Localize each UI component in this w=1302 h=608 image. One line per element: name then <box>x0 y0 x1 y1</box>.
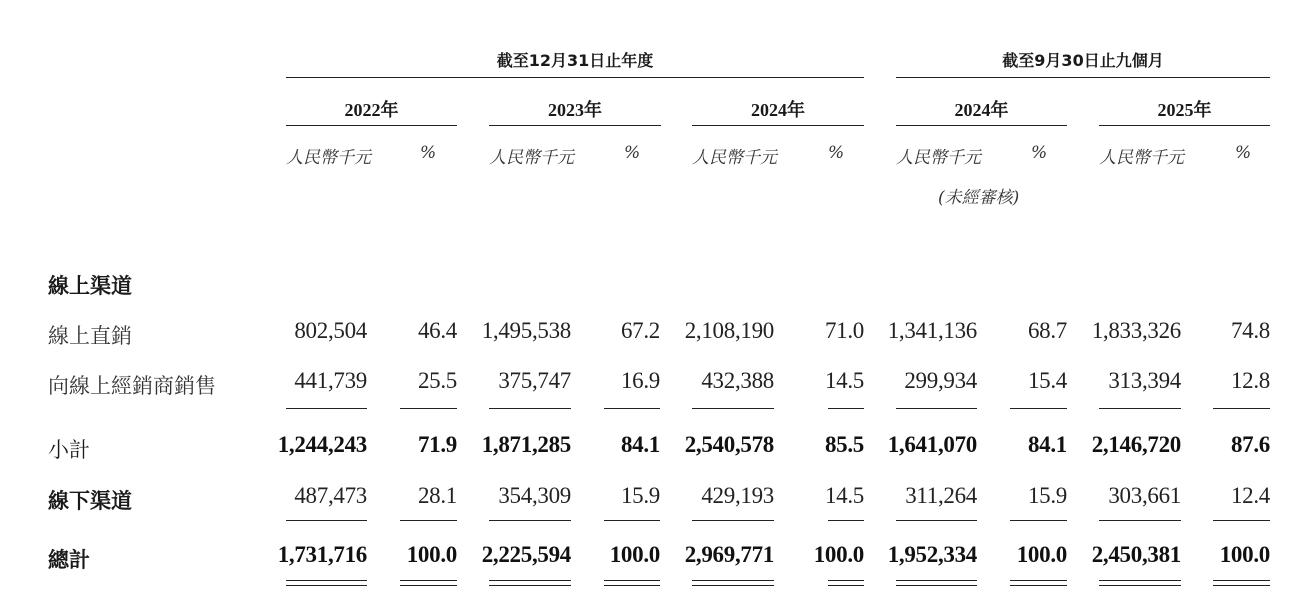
cell-total-col10: 100.0 <box>1219 542 1270 567</box>
group-header-nine-months: 截至9月30日止九個月 <box>1002 51 1164 70</box>
unit-amount-header: 人民幣千元 <box>896 148 981 168</box>
offline-rule <box>604 520 660 521</box>
offline-rule <box>400 520 457 521</box>
year-header-2022: 2022年 <box>344 100 399 120</box>
total-double-rule <box>1213 585 1270 586</box>
year-header-rule <box>489 125 661 126</box>
total-double-rule <box>1213 580 1270 581</box>
cell-online-direct-col6: 71.0 <box>824 318 864 343</box>
row-label-online-direct: 線上直銷 <box>48 324 132 348</box>
subtotal-rule <box>692 408 774 409</box>
total-double-rule <box>1099 580 1181 581</box>
total-double-rule <box>896 580 977 581</box>
total-double-rule <box>604 585 660 586</box>
unit-amount-header: 人民幣千元 <box>286 148 371 168</box>
offline-rule <box>692 520 774 521</box>
cell-offline-channel-col6: 14.5 <box>824 483 864 508</box>
cell-subtotal-col9: 2,146,720 <box>1091 432 1181 457</box>
year-header-2024-9m: 2024年 <box>954 100 1009 120</box>
year-header-rule <box>1099 125 1270 126</box>
unit-pct-header: % <box>1235 143 1252 163</box>
cell-total-col1: 1,731,716 <box>277 542 367 567</box>
total-double-rule <box>286 580 367 581</box>
cell-online-distributors-col10: 12.8 <box>1230 368 1270 393</box>
subtotal-rule <box>286 408 367 409</box>
cell-online-distributors-col1: 441,739 <box>294 368 367 393</box>
cell-total-col2: 100.0 <box>406 542 457 567</box>
cell-online-direct-col3: 1,495,538 <box>481 318 571 343</box>
total-double-rule <box>604 580 660 581</box>
row-label-online-distributors: 向線上經銷商銷售 <box>48 374 216 398</box>
cell-online-distributors-col2: 25.5 <box>417 368 457 393</box>
cell-offline-channel-col9: 303,661 <box>1108 483 1181 508</box>
cell-online-direct-col1: 802,504 <box>294 318 367 343</box>
cell-subtotal-col4: 84.1 <box>620 432 660 457</box>
total-double-rule <box>828 580 864 581</box>
cell-subtotal-col10: 87.6 <box>1230 432 1270 457</box>
subtotal-rule <box>400 408 457 409</box>
cell-online-direct-col9: 1,833,326 <box>1091 318 1181 343</box>
total-double-rule <box>489 580 571 581</box>
subtotal-rule <box>1213 408 1270 409</box>
total-double-rule <box>1010 580 1067 581</box>
total-double-rule <box>692 580 774 581</box>
total-double-rule <box>286 585 367 586</box>
cell-online-distributors-col3: 375,747 <box>498 368 571 393</box>
cell-offline-channel-col7: 311,264 <box>905 483 977 508</box>
cell-online-distributors-col8: 15.4 <box>1027 368 1067 393</box>
subtotal-rule <box>604 408 660 409</box>
cell-online-direct-col2: 46.4 <box>417 318 457 343</box>
cell-offline-channel-col3: 354,309 <box>498 483 571 508</box>
year-header-rule <box>896 125 1067 126</box>
section-online-channel: 線上渠道 <box>48 274 132 298</box>
unit-pct-header: % <box>420 143 437 163</box>
total-double-rule <box>692 585 774 586</box>
cell-online-direct-col4: 67.2 <box>620 318 660 343</box>
cell-subtotal-col5: 2,540,578 <box>684 432 774 457</box>
year-header-2024: 2024年 <box>751 100 805 120</box>
total-double-rule <box>1010 585 1067 586</box>
cell-offline-channel-col8: 15.9 <box>1027 483 1067 508</box>
unit-pct-header: % <box>828 143 845 163</box>
cell-total-col7: 1,952,334 <box>887 542 977 567</box>
total-double-rule <box>400 585 457 586</box>
subtotal-rule <box>896 408 977 409</box>
cell-offline-channel-col4: 15.9 <box>620 483 660 508</box>
offline-rule <box>1213 520 1270 521</box>
cell-total-col8: 100.0 <box>1016 542 1067 567</box>
offline-rule <box>489 520 571 521</box>
cell-online-distributors-col6: 14.5 <box>824 368 864 393</box>
cell-subtotal-col1: 1,244,243 <box>277 432 367 457</box>
year-header-2025-9m: 2025年 <box>1157 100 1212 120</box>
unit-pct-header: % <box>624 143 641 163</box>
offline-rule <box>896 520 977 521</box>
year-header-2023: 2023年 <box>548 100 602 120</box>
year-header-rule <box>692 125 864 126</box>
row-label-total: 總計 <box>48 548 90 572</box>
unit-amount-header: 人民幣千元 <box>489 148 574 168</box>
cell-offline-channel-col5: 429,193 <box>701 483 774 508</box>
group-header-rule <box>896 77 1270 78</box>
row-label-subtotal: 小計 <box>48 438 90 462</box>
unaudited-note: (未經審核) <box>938 188 1020 208</box>
group-header-year-ended: 截至12月31日止年度 <box>496 51 654 70</box>
cell-total-col4: 100.0 <box>609 542 660 567</box>
cell-online-distributors-col5: 432,388 <box>701 368 774 393</box>
cell-online-distributors-col4: 16.9 <box>620 368 660 393</box>
cell-subtotal-col8: 84.1 <box>1027 432 1067 457</box>
cell-online-distributors-col7: 299,934 <box>904 368 977 393</box>
cell-subtotal-col2: 71.9 <box>417 432 457 457</box>
subtotal-rule <box>1010 408 1067 409</box>
cell-online-direct-col7: 1,341,136 <box>887 318 977 343</box>
offline-rule <box>1099 520 1181 521</box>
unit-amount-header: 人民幣千元 <box>1099 148 1184 168</box>
subtotal-rule <box>489 408 571 409</box>
cell-total-col5: 2,969,771 <box>684 542 774 567</box>
cell-offline-channel-col1: 487,473 <box>294 483 367 508</box>
cell-online-direct-col5: 2,108,190 <box>684 318 774 343</box>
cell-subtotal-col7: 1,641,070 <box>887 432 977 457</box>
cell-subtotal-col6: 85.5 <box>824 432 864 457</box>
total-double-rule <box>400 580 457 581</box>
cell-offline-channel-col10: 12.4 <box>1230 483 1270 508</box>
total-double-rule <box>828 585 864 586</box>
total-double-rule <box>896 585 977 586</box>
cell-total-col6: 100.0 <box>813 542 864 567</box>
total-double-rule <box>1099 585 1181 586</box>
offline-rule <box>828 520 864 521</box>
cell-online-direct-col8: 68.7 <box>1027 318 1067 343</box>
subtotal-rule <box>1099 408 1181 409</box>
cell-online-distributors-col9: 313,394 <box>1108 368 1181 393</box>
cell-offline-channel-col2: 28.1 <box>417 483 457 508</box>
unit-amount-header: 人民幣千元 <box>692 148 777 168</box>
offline-rule <box>1010 520 1067 521</box>
cell-online-direct-col10: 74.8 <box>1230 318 1270 343</box>
cell-total-col3: 2,225,594 <box>481 542 571 567</box>
unit-pct-header: % <box>1031 143 1048 163</box>
group-header-rule <box>286 77 864 78</box>
cell-subtotal-col3: 1,871,285 <box>481 432 571 457</box>
row-label-offline-channel: 線下渠道 <box>48 489 132 513</box>
subtotal-rule <box>828 408 864 409</box>
year-header-rule <box>286 125 457 126</box>
cell-total-col9: 2,450,381 <box>1091 542 1181 567</box>
total-double-rule <box>489 585 571 586</box>
offline-rule <box>286 520 367 521</box>
